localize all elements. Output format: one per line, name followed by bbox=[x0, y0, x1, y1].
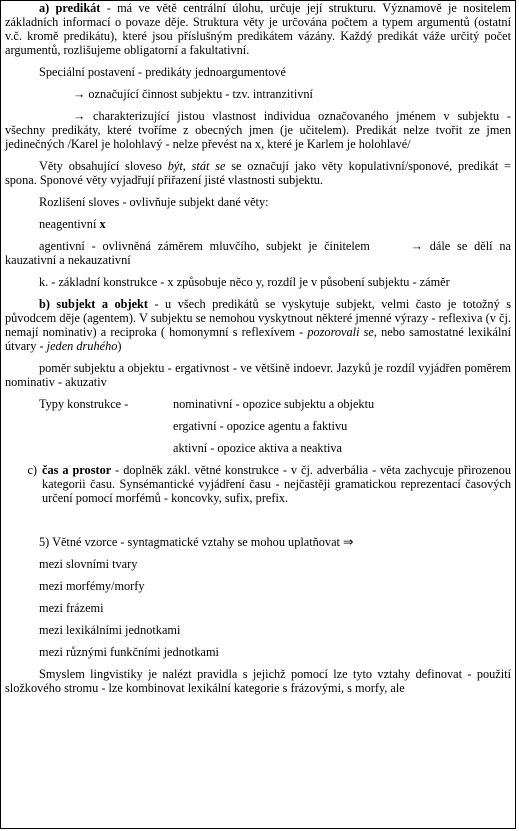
right-arrow-icon: → bbox=[73, 87, 86, 101]
paragraph-subjekt-objekt bbox=[5, 297, 511, 353]
vetne-vzorce-text: 5) Větné vzorce - syntagmatické vztahy se mohou uplatňovat bbox=[39, 535, 344, 549]
paragraph-cas-prostor bbox=[5, 463, 511, 505]
subjekt-text-3: ) bbox=[117, 339, 122, 353]
agentivni-text-2: dále se dělí na kauzativní a nekauzativní bbox=[5, 239, 511, 267]
neagentivni-x: x bbox=[99, 217, 106, 231]
list-item: mezi morfémy/morfy bbox=[39, 579, 145, 593]
typy-row-3 bbox=[5, 441, 511, 455]
kopula-italic-stat-se: stát se bbox=[191, 159, 226, 173]
typy-item: aktivní - opozice aktiva a neaktiva bbox=[173, 441, 343, 455]
subjekt-italic-2: jeden druhého bbox=[46, 339, 118, 353]
cas-prostor-text: - doplněk zákl. větné konstrukce - v čj. adverbália - věta zachycuje přirozenou kategorii času. Synsémantické vyjádření času - nejčastěji gramatickou reprezentací časových určení pomocí morfémů - koncovky, sufix, prefix. bbox=[42, 463, 511, 505]
kopula-text-2: , bbox=[182, 159, 192, 173]
paragraph-kopulativni bbox=[5, 159, 511, 187]
subjekt-italic-1: pozorovali se bbox=[307, 325, 374, 339]
agentivni-text-1: agentivní - ovlivněná záměrem mluvčího, subjekt je činitelem bbox=[39, 239, 377, 253]
heading-cas-prostor: čas a prostor bbox=[42, 463, 112, 477]
list-item: mezi různými funkčními jednotkami bbox=[39, 645, 219, 659]
item-intranzitivni-text: označující činnost subjektu - tzv. intranzitivní bbox=[85, 87, 313, 101]
paragraph-item-vlastnost bbox=[5, 109, 511, 151]
list-item: mezi lexikálními jednotkami bbox=[39, 623, 181, 637]
right-arrow-icon: → bbox=[73, 109, 86, 123]
item-vlastnost-text: charakterizující jistou vlastnost individua označovaného jménem v subjektu - všechny predikáty, které tvoříme z obecných jmen (je učitelem). Predikát nelze tvořit ze jmen jedinečných /Karel je holohlavý - nelze převést na x, které je Karlem je holohlavé/ bbox=[5, 109, 511, 151]
paragraph-vetne-vzorce bbox=[5, 535, 511, 549]
subjekt-text-1: - u všech predikátů se vyskytuje subjekt, velmi často je totožný s původcem děje (agentem). V subjektu se nemohou vyskytnout některé jmenné výrazy - reflexiva (v čj. nemají nominativ) a reciproka ( homonymní s reflexívem - bbox=[5, 297, 512, 339]
paragraph-predikat bbox=[5, 1, 511, 57]
paragraph-pomer: poměr subjektu a objektu - ergativnost - ve většině indoevr. Jazyků je rozdíl vyjádřen poměrem nominativ - akuzativ bbox=[5, 361, 511, 389]
subjekt-text-2: , nebo samostatné lexikální útvary - bbox=[5, 325, 511, 353]
paragraph-item-intranzitivni bbox=[5, 87, 511, 101]
paragraph-konstrukce: k. - základní konstrukce - x způsobuje něco y, rozdíl je v působení subjektu - záměr bbox=[39, 275, 450, 289]
right-arrow-icon: → bbox=[410, 239, 423, 253]
paragraph-special: Speciální postavení - predikáty jednoargumentové bbox=[39, 65, 287, 79]
predikat-text: - má ve větě centrální úlohu, určuje její strukturu. Významově je nositelem základních informací o povaze děje. Struktura věty je určována počtem a typem argumentů (ostatní v.č. kromě predikátu), které jsou příslušným predikátem vázány. Každý predikát váže určitý počet argumentů, rozlišujeme obligatorní a fakultativní. bbox=[5, 1, 511, 57]
paragraph-rozliseni: Rozlišení sloves - ovlivňuje subjekt dané věty: bbox=[39, 195, 269, 209]
paragraph-neagentivni bbox=[5, 217, 511, 231]
double-right-arrow-icon: ⇒ bbox=[343, 535, 354, 549]
paragraph-agentivni bbox=[5, 239, 511, 267]
kopula-text-3: se označují jako věty kopulativní/sponové, predikát = spona. Sponové věty vyjadřují přiřazení jisté vlastnosti subjektu. bbox=[5, 159, 511, 187]
typy-row-2 bbox=[5, 419, 511, 433]
paragraph-smysl: Smyslem lingvistiky je nalézt pravidla s jejichž pomocí lze tyto vztahy definovat - použití složkového stromu - lze kombinovat lexikální kategorie s frázovými, s morfy, ale bbox=[5, 667, 511, 695]
list-item: mezi slovními tvary bbox=[39, 557, 138, 571]
typy-row-1 bbox=[5, 397, 511, 411]
kopula-italic-byt: být bbox=[167, 159, 183, 173]
kopula-text-1: Věty obsahující sloveso bbox=[39, 159, 168, 173]
list-item: mezi frázemi bbox=[39, 601, 104, 615]
list-marker-c: c) bbox=[27, 463, 37, 477]
typy-item: nominativní - opozice subjektu a objektu bbox=[173, 397, 375, 411]
typy-item: ergativní - opozice agentu a faktivu bbox=[173, 419, 348, 433]
heading-subjekt-objekt: b) subjekt a objekt bbox=[39, 297, 148, 311]
neagentivni-text: neagentivní bbox=[39, 217, 100, 231]
heading-predikat: a) predikát bbox=[39, 1, 101, 15]
typy-label: Typy konstrukce - bbox=[39, 397, 129, 411]
